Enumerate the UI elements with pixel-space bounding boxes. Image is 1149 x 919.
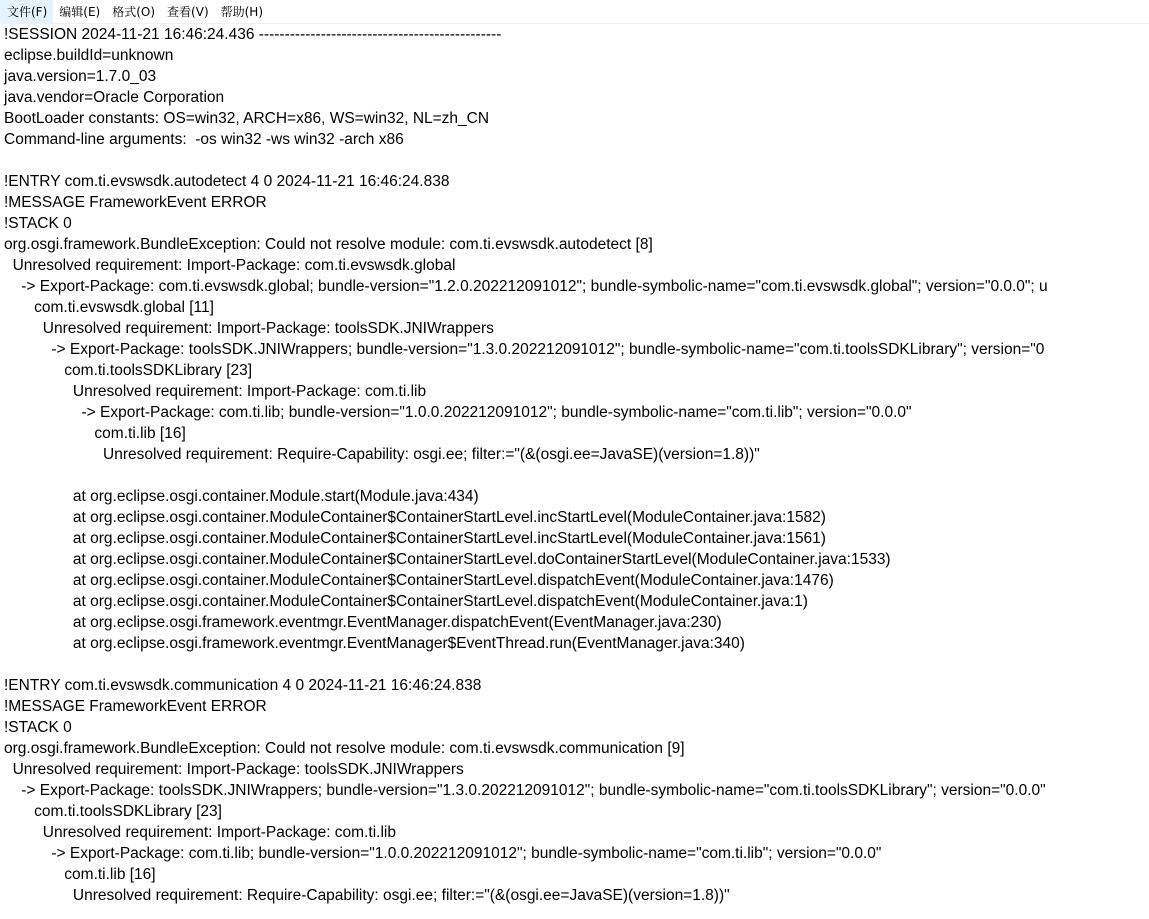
text-line: at org.eclipse.osgi.framework.eventmgr.EventManager.dispatchEvent(EventManager.java:230): [4, 614, 722, 631]
text-line: com.ti.lib [16]: [4, 425, 186, 442]
text-line: Unresolved requirement: Import-Package: com.ti.lib: [4, 824, 396, 841]
text-line: com.ti.toolsSDKLibrary [23]: [4, 362, 253, 379]
text-line: -> Export-Package: com.ti.lib; bundle-version="1.0.0.202212091012"; bundle-symbolic-name="com.ti.lib"; version="0.0.0": [4, 845, 882, 862]
text-line: Unresolved requirement: Import-Package: toolsSDK.JNIWrappers: [4, 320, 494, 337]
text-line: -> Export-Package: toolsSDK.JNIWrappers; bundle-version="1.3.0.202212091012"; bundle-symbolic-name="com.ti.toolsSDKLibrary"; version="0: [4, 341, 1045, 358]
text-line: at org.eclipse.osgi.container.ModuleContainer$ContainerStartLevel.dispatchEvent(ModuleContainer.java:1476): [4, 572, 834, 589]
text-line: Command-line arguments: -os win32 -ws win32 -arch x86: [4, 131, 404, 148]
text-line: [0, 465, 1149, 486]
menu-edit[interactable]: 编辑(E): [59, 4, 101, 19]
menu-help[interactable]: 帮助(H): [220, 4, 264, 19]
text-line: com.ti.toolsSDKLibrary [23]: [4, 803, 222, 820]
text-line: Unresolved requirement: Import-Package: toolsSDK.JNIWrappers: [4, 761, 464, 778]
menu-file[interactable]: 文件(F): [0, 0, 53, 24]
menu-view[interactable]: 查看(V): [167, 4, 209, 19]
text-editor-area[interactable]: [0, 24, 1149, 919]
text-line: at org.eclipse.osgi.container.ModuleContainer$ContainerStartLevel.incStartLevel(ModuleContainer.java:1582): [4, 509, 826, 526]
text-line: at org.eclipse.osgi.framework.eventmgr.EventManager$EventThread.run(EventManager.java:340): [4, 635, 745, 652]
text-line: at org.eclipse.osgi.container.Module.start(Module.java:434): [4, 488, 479, 505]
text-line: Unresolved requirement: Require-Capability: osgi.ee; filter:="(&(osgi.ee=JavaSE)(version=1.8))": [4, 887, 730, 904]
text-line: BootLoader constants: OS=win32, ARCH=x86, WS=win32, NL=zh_CN: [4, 110, 490, 127]
text-line: Unresolved requirement: Require-Capability: osgi.ee; filter:="(&(osgi.ee=JavaSE)(version=1.8))": [4, 446, 760, 463]
menu-format[interactable]: 格式(O): [112, 4, 156, 19]
text-line: !ENTRY com.ti.evswsdk.autodetect 4 0 2024-11-21 16:46:24.838: [4, 173, 450, 190]
text-line: at org.eclipse.osgi.container.ModuleContainer$ContainerStartLevel.incStartLevel(ModuleContainer.java:1561): [4, 530, 826, 547]
text-line: !STACK 0: [4, 719, 72, 736]
text-line: [0, 654, 1149, 675]
text-line: -> Export-Package: com.ti.evswsdk.global; bundle-version="1.2.0.202212091012"; bundle-symbolic-name="com.ti.evswsdk.global"; version="0.0.0"; u: [4, 278, 1048, 295]
text-line: !MESSAGE FrameworkEvent ERROR: [4, 698, 267, 715]
text-line: -> Export-Package: toolsSDK.JNIWrappers; bundle-version="1.3.0.202212091012"; bundle-symbolic-name="com.ti.toolsSDKLibrary"; version="0.0.0": [4, 782, 1046, 799]
menu-bar: [0, 0, 1149, 24]
text-line: java.version=1.7.0_03: [4, 68, 157, 85]
text-line: at org.eclipse.osgi.container.ModuleContainer$ContainerStartLevel.dispatchEvent(ModuleContainer.java:1): [4, 593, 808, 610]
text-line: at org.eclipse.osgi.container.ModuleContainer$ContainerStartLevel.doContainerStartLevel(ModuleContainer.java:1533): [4, 551, 891, 568]
text-line: [0, 150, 1149, 171]
text-line: java.vendor=Oracle Corporation: [4, 89, 225, 106]
text-line: org.osgi.framework.BundleException: Could not resolve module: com.ti.evswsdk.communication [9]: [4, 740, 685, 757]
text-line: com.ti.lib [16]: [4, 866, 156, 883]
text-line: !SESSION 2024-11-21 16:46:24.436 -----------------------------------------------: [4, 26, 502, 43]
text-line: Unresolved requirement: Import-Package: com.ti.lib: [4, 383, 427, 400]
text-line: !STACK 0: [4, 215, 72, 232]
text-line: Unresolved requirement: Import-Package: com.ti.evswsdk.global: [4, 257, 456, 274]
text-line: com.ti.evswsdk.global [11]: [4, 299, 214, 316]
text-line: eclipse.buildId=unknown: [4, 47, 174, 64]
text-line: org.osgi.framework.BundleException: Could not resolve module: com.ti.evswsdk.autodetect [8]: [4, 236, 653, 253]
text-line: -> Export-Package: com.ti.lib; bundle-version="1.0.0.202212091012"; bundle-symbolic-name="com.ti.lib"; version="0.0.0": [4, 404, 912, 421]
text-line: !MESSAGE FrameworkEvent ERROR: [4, 194, 267, 211]
text-line: !ENTRY com.ti.evswsdk.communication 4 0 2024-11-21 16:46:24.838: [4, 677, 482, 694]
